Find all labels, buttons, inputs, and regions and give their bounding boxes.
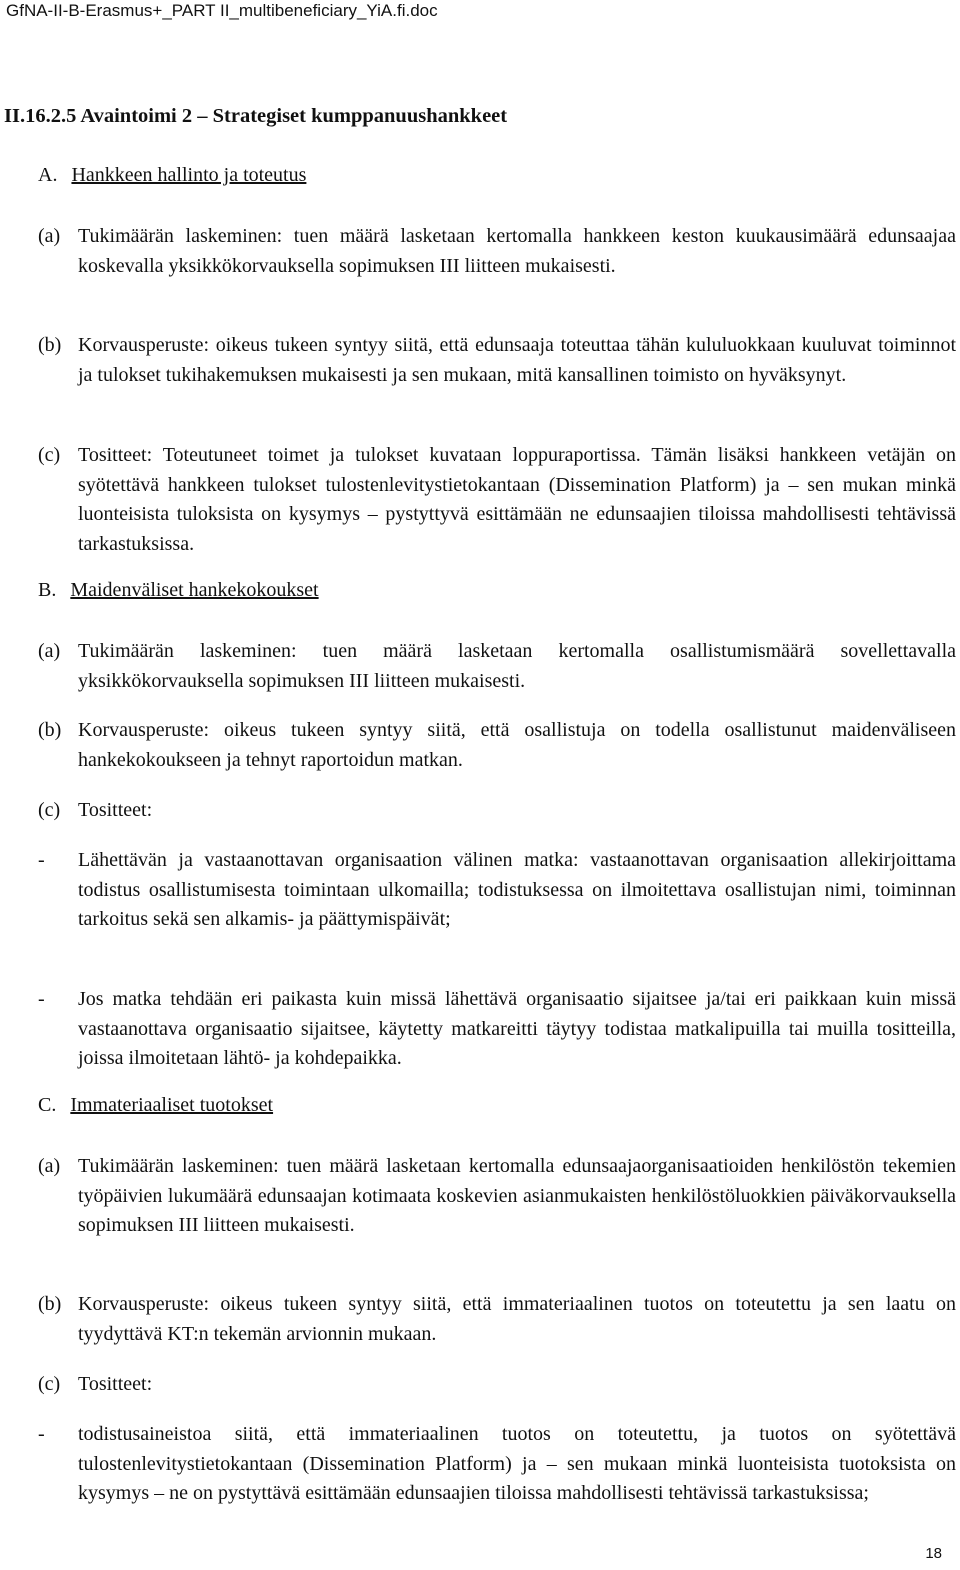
item-text: Tukimäärän laskeminen: tuen määrä lasketaan kertomalla edunsaajaorganisaatioiden henkilöstön tekemien työpäivien lukumäärä edunsaajan kotimaata koskevien asianmukaisten henkilöstöluokkien päiväkorvauksella sopimuksen III liitteen mukaisesti.: [78, 1155, 956, 1236]
section-c-title-text: Immateriaaliset tuotokset: [70, 1094, 274, 1116]
item-text: Tositteet: Toteutuneet toimet ja tulokset kuvataan loppuraportissa. Tämän lisäksi hankkeen vetäjän on syötettävä hankkeen tulokset tulostenlevitystietokantaan (Dissemination Platform) ja – sen mukan minkä luonteisista tuloksista on kysymys – pystyttyvä esittämään ne edunsaajien tiloissa mahdollisesti tehtävissä tarkastuksissa.: [78, 444, 956, 555]
bullet-dash: -: [38, 1423, 45, 1445]
section-b-bullet-1: [38, 846, 956, 935]
bullet-text: Jos matka tehdään eri paikasta kuin missä lähettävä organisaatio sijaitsee ja/tai eri paikkaan kuin missä vastaanottava organisaatio sijaitsee, käytetty matkareitti täytyy todistaa matkalipuilla tai muilla tositteilla, joissa ilmoitetaan lähtö- ja kohdepaikka.: [78, 988, 956, 1069]
item-text: Tukimäärän laskeminen: tuen määrä lasketaan kertomalla hankkeen keston kuukausimäärä edunsaajaa koskevalla yksikkökorvauksella sopimuksen III liitteen mukaisesti.: [78, 225, 956, 277]
item-text: Tukimäärän laskeminen: tuen määrä lasketaan kertomalla osallistumismäärä sovellettavalla yksikkökorvauksella sopimuksen III liitteen mukaisesti.: [78, 640, 956, 692]
section-c-title: [38, 1094, 273, 1117]
section-heading: II.16.2.5 Avaintoimi 2 – Strategiset kumppanuushankkeet: [4, 105, 508, 127]
item-text: Korvausperuste: oikeus tukeen syntyy siitä, että immateriaalinen tuotos on toteutettu ja sen laatu on tyydyttävä KT:n tekemän arvionnin mukaan.: [78, 1293, 956, 1345]
section-c-letter: C.: [38, 1094, 57, 1116]
section-b-bullet-2: [38, 985, 956, 1074]
section-c-item-a: [38, 1152, 956, 1241]
item-label: (c): [38, 1373, 61, 1395]
bullet-dash: -: [38, 988, 45, 1010]
section-b-title-text: Maidenväliset hankekokoukset: [70, 579, 319, 601]
item-text: Korvausperuste: oikeus tukeen syntyy siitä, että edunsaaja toteuttaa tähän kululuokkaan kuuluvat toiminnot ja tulokset tukihakemuksen mukaisesti ja sen mukaan, mitä kansallinen toimisto on hyväksynyt.: [78, 334, 956, 386]
section-b-item-c: [38, 796, 956, 826]
section-b-letter: B.: [38, 579, 57, 601]
bullet-text: Lähettävän ja vastaanottavan organisaation välinen matka: vastaanottavan organisaation allekirjoittama todistus osallistumisesta toimintaan ulkomailla; todistuksessa on ilmoitettava osallistujan nimi, toiminnan tarkoitus sekä sen alkamis- ja päättymispäivät;: [78, 849, 956, 930]
item-text: Tositteet:: [78, 1373, 153, 1395]
section-b-item-b: [38, 716, 956, 775]
item-label: (a): [38, 225, 61, 247]
document-filename-header: GfNA-II-B-Erasmus+_PART II_multibeneficiary_YiA.fi.doc: [6, 1, 438, 20]
section-c-bullet-1: [38, 1420, 956, 1509]
section-a-letter: A.: [38, 164, 58, 186]
section-b-item-a: [38, 637, 956, 696]
page-number: 18: [925, 1545, 942, 1562]
section-a-item-a: [38, 222, 956, 281]
section-a-title: [38, 164, 306, 187]
item-label: (c): [38, 444, 61, 466]
section-b-title: [38, 579, 319, 602]
section-a-title-text: Hankkeen hallinto ja toteutus: [71, 164, 307, 186]
section-c-item-c: [38, 1370, 956, 1400]
item-label: (c): [38, 799, 61, 821]
section-a-item-b: [38, 331, 956, 390]
item-label: (b): [38, 334, 62, 356]
bullet-text: todistusaineistoa siitä, että immateriaalinen tuotos on toteutettu, ja tuotos on syötettävä tulostenlevitystietokantaan (Dissemination Platform) ja – sen mukaan minkä luonteisista tuotoksista on kysymys – ne on pystyttävä esittämään edunsaajien tiloissa mahdollisesti tehtävissä tarkastuksissa;: [78, 1423, 956, 1504]
item-text: Korvausperuste: oikeus tukeen syntyy siitä, että osallistuja on todella osallistunut maidenväliseen hankekokoukseen ja tehnyt raportoidun matkan.: [78, 719, 956, 771]
section-a-item-c: [38, 441, 956, 559]
item-label: (a): [38, 1155, 61, 1177]
item-label: (a): [38, 640, 61, 662]
item-text: Tositteet:: [78, 799, 153, 821]
bullet-dash: -: [38, 849, 45, 871]
item-label: (b): [38, 1293, 62, 1315]
section-c-item-b: [38, 1290, 956, 1349]
item-label: (b): [38, 719, 62, 741]
